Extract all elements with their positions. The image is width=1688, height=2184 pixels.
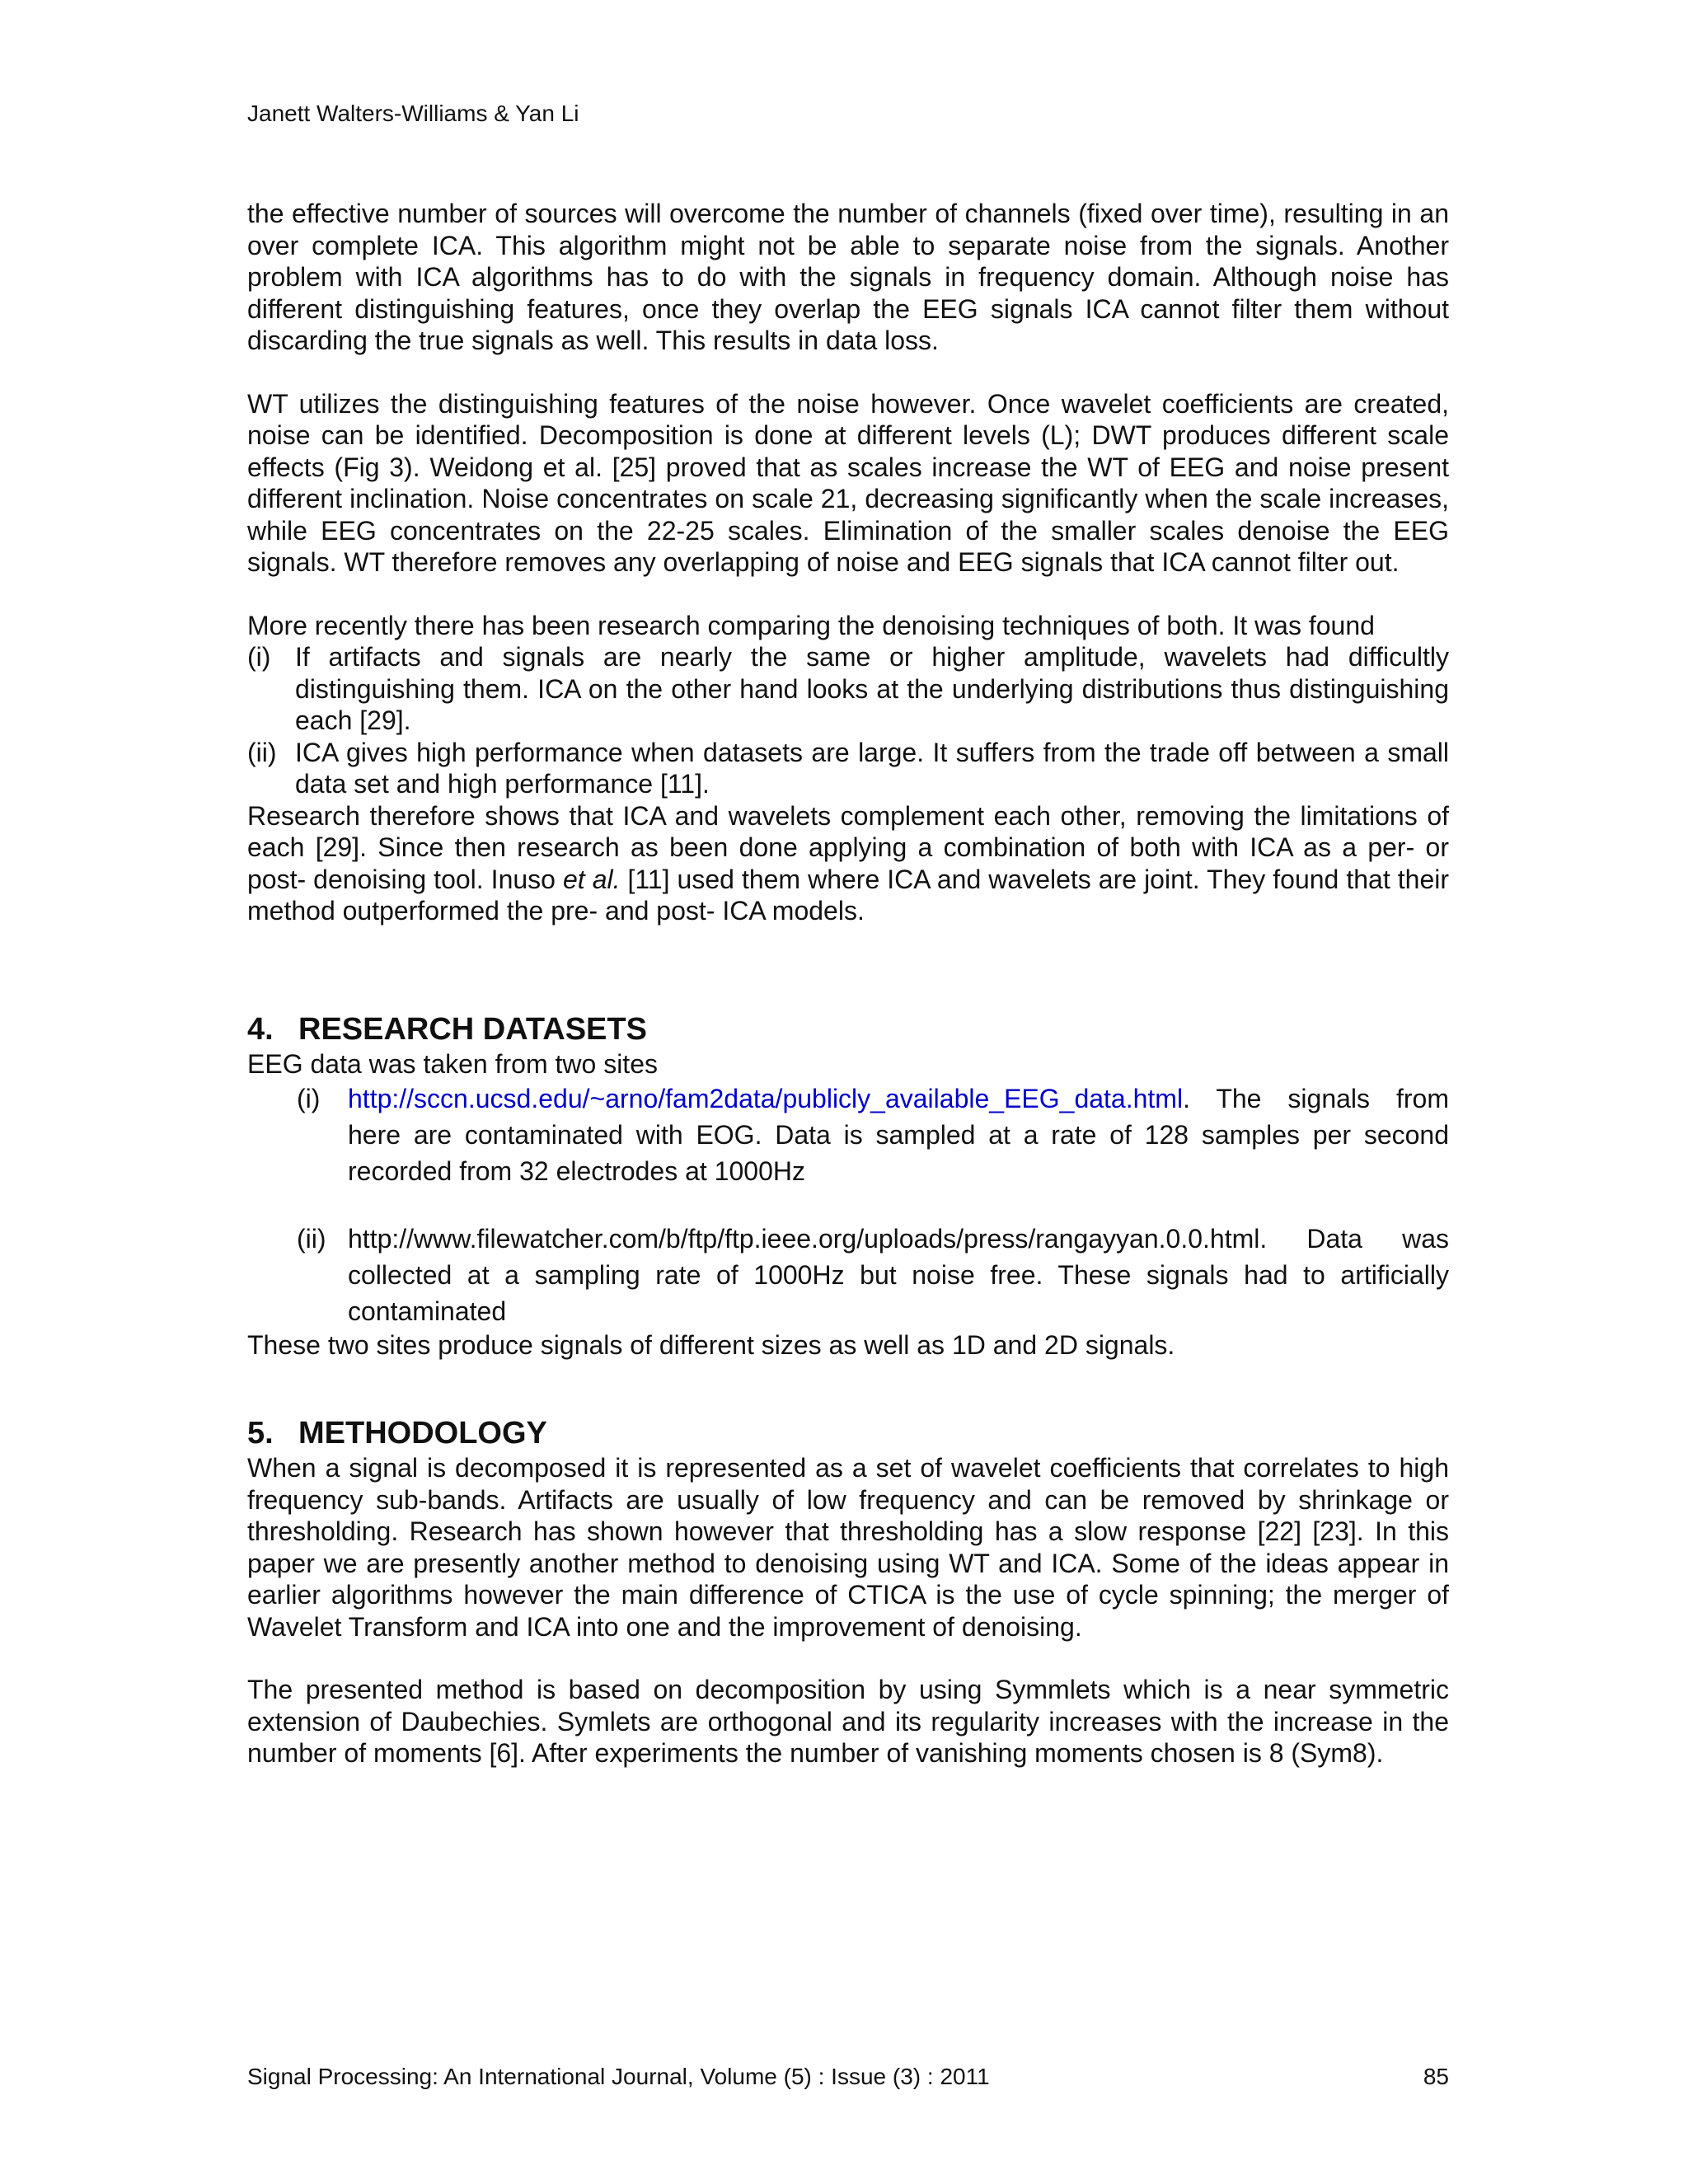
section-heading: 4. RESEARCH DATASETS [247, 1012, 647, 1047]
section-intro: EEG data was taken from two sites [247, 1049, 658, 1079]
dataset-list [247, 1080, 1449, 1329]
list-label: (i) [297, 1083, 321, 1113]
list-text: ICA gives high performance when datasets are large. It suffers from the trade off between a small data set and high performance [11]. [295, 737, 1449, 799]
paragraph-ica-limits: the effective number of sources will overcome the number of channels (fixed over time), resulting in an over complete ICA. This algorithm might not be able to separate noise from the signals. Another problem with ICA algorithms has to do with the signals in frequency domain. Although noise has different distinguishing features, once they overlap the EEG signals ICA cannot filter them without discarding the true signals as well. This results in data loss. [247, 199, 1449, 355]
section-closing: These two sites produce signals of different sizes as well as 1D and 2D signals. [247, 1329, 1175, 1360]
discussion-block [247, 198, 1449, 927]
paragraph-wt-features: WT utilizes the distinguishing features of the noise however. Once wavelet coefficients are created, noise can be identified. Decomposition is done at different levels (L); DWT produces different scale effects (Fig 3). Weidong et al. [25] proved that as scales increase the WT of EEG and noise present different inclination. Noise concentrates on scale 21, decreasing significantly when the scale increases, while EEG concentrates on the 22-25 scales. Elimination of the smaller scales denoise the EEG signals. WT therefore removes any overlapping of noise and EEG signals that ICA cannot filter out. [247, 388, 1449, 577]
list-item [247, 641, 1449, 737]
list-text: http://www.filewatcher.com/b/ftp/ftp.ieee.org/uploads/press/rangayyan.0.0.html. Data was collected at a sampling rate of 1000Hz but noise free. These signals had to artificially contaminated [348, 1223, 1449, 1326]
page-number: 85 [1423, 2064, 1449, 2089]
list-item [247, 737, 1449, 800]
list-item [247, 1080, 1449, 1189]
section-heading: 5. METHODOLOGY [247, 1416, 547, 1451]
list-label: (i) [247, 642, 271, 672]
list-item [247, 1221, 1449, 1329]
list-text: . The signals from here are contaminated with EOG. Data is sampled at a rate of 128 samples per second recorded from 32 electrodes at 1000Hz [348, 1083, 1449, 1186]
paragraph-methodology: When a signal is decomposed it is represented as a set of wavelet coefficients that correlates to high frequency sub-bands. Artifacts are usually of low frequency and can be removed by shrinkage or thresholding. Research has shown however that thresholding has a slow response [22] [23]. In this paper we are presently another method to denoising using WT and ICA. Some of the ideas appear in earlier algorithms however the main difference of CTICA is the use of cycle spinning; the merger of Wavelet Transform and ICA into one and the improvement of denoising. [247, 1453, 1449, 1642]
paragraph-research-combination: Research therefore shows that ICA and wavelets complement each other, removing the limitations of each [29]. Since then research as been done applying a combination of both with ICA as a per- or post- denoising tool. Inuso et al. [11] used them where ICA and wavelets are joint. They found that their method outperformed the pre- and post- ICA models. [247, 800, 1450, 926]
journal-citation: Signal Processing: An International Journal, Volume (5) : Issue (3) : 2011 [247, 2064, 990, 2089]
dataset-link[interactable]: http://sccn.ucsd.edu/~arno/fam2data/publicly_available_EEG_data.html [348, 1083, 1184, 1113]
paragraph-comparison-intro: More recently there has been research comparing the denoising techniques of both. It was found [247, 610, 1375, 640]
comparison-list [247, 641, 1449, 800]
italic-et-al: et al. [562, 864, 621, 894]
section-4 [247, 1010, 1449, 1361]
paragraph-symmlets: The presented method is based on decomposition by using Symmlets which is a near symmetric extension of Daubechies. Symlets are orthogonal and its regularity increases with the increase in the number of moments [6]. After experiments the number of vanishing moments chosen is 8 (Sym8). [247, 1675, 1449, 1768]
list-text: If artifacts and signals are nearly the same or higher amplitude, wavelets had difficultly distinguishing them. ICA on the other hand looks at the underlying distributions thus distinguishing each [29]. [295, 642, 1449, 735]
list-label: (ii) [247, 737, 277, 767]
running-header-authors: Janett Walters-Williams & Yan Li [247, 101, 579, 126]
list-label: (ii) [297, 1223, 326, 1254]
section-5 [247, 1414, 1449, 1769]
footer [247, 2062, 1449, 2092]
